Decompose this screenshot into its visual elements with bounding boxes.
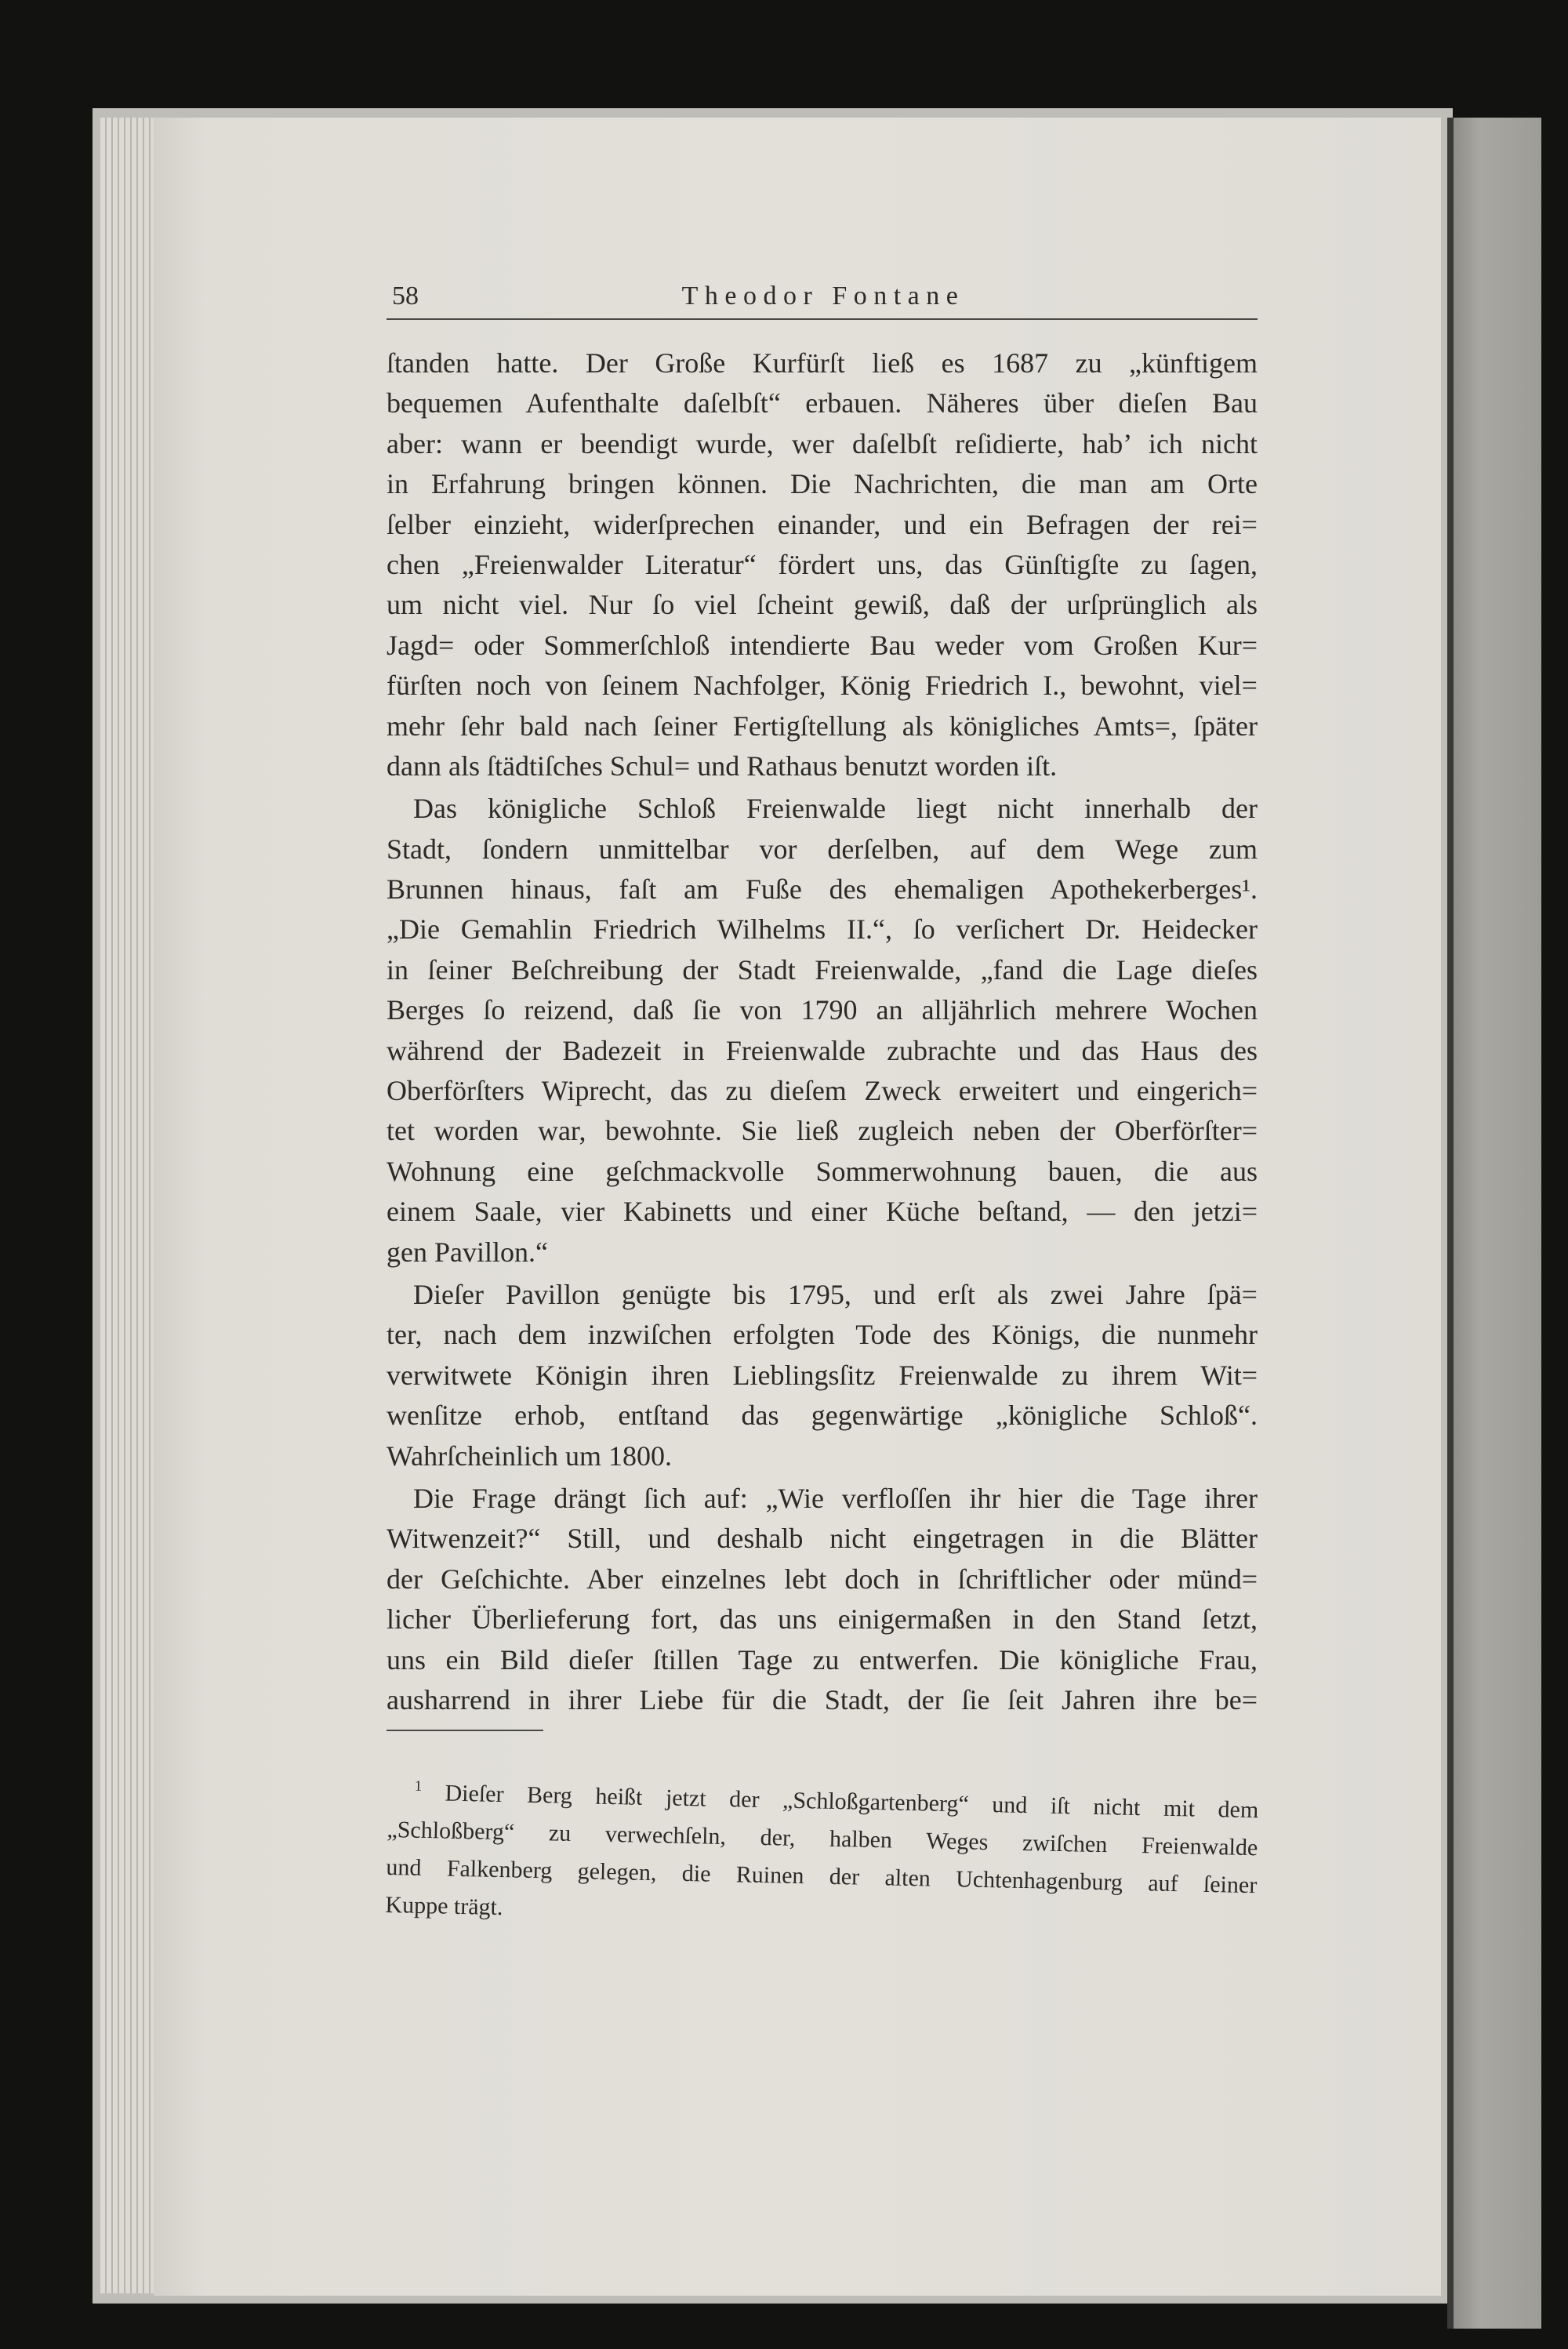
text-line: wenſitze erhob, entſtand das gegenwärtige „königliche Schloß“. [387, 1400, 1258, 1432]
text-line: Berges ſo reizend, daß ſie von 1790 an alljährlich mehrere Wochen [387, 994, 1258, 1026]
paragraph [387, 1275, 1258, 1476]
text-line: um nicht viel. Nur ſo viel ſcheint gewiß, daß der urſprünglich als [387, 589, 1258, 621]
text-line: Oberförſters Wiprecht, das zu dieſem Zweck erweitert und eingerich= [387, 1075, 1258, 1107]
text-line: Die Frage drängt ſich auf: „Wie verfloſſen ihr hier die Tage ihrer [413, 1482, 1258, 1514]
text-line: „Die Gemahlin Friedrich Wilhelms II.“, ſo verſichert Dr. Heidecker [387, 913, 1258, 946]
text-line: fürſten noch von ſeinem Nachfolger, König Friedrich I., bewohnt, viel= [387, 670, 1258, 702]
adjacent-page-edge [1447, 118, 1541, 2329]
footnote-line: Kuppe trägt. [385, 1891, 503, 1921]
text-line: ausharrend in ihrer Liebe für die Stadt, der ſie ſeit Jahren ihre be= [387, 1683, 1258, 1715]
text-line: während der Badezeit in Freienwalde zubrachte und das Haus des [387, 1034, 1258, 1066]
footnote-line: „Schloßberg“ zu verwechſeln, der, halben Weges zwiſchen Freienwalde [387, 1817, 1258, 1861]
page-number: 58 [392, 281, 419, 310]
text-line: Wohnung eine geſchmackvolle Sommerwohnung bauen, die aus [387, 1155, 1258, 1187]
paragraph [387, 1479, 1258, 1720]
footnote [385, 1774, 1259, 1942]
paragraph [387, 343, 1258, 786]
text-line: Wahrſcheinlich um 1800. [387, 1440, 673, 1472]
text-line: chen „Freienwalder Literatur“ fördert uns, das Günſtigſte zu ſagen, [387, 548, 1258, 580]
text-line: Brunnen hinaus, faſt am Fuße des ehemaligen Apothekerberges¹. [387, 873, 1258, 906]
footnote-marker: 1 [414, 1777, 423, 1795]
header-rule [387, 318, 1258, 320]
text-line: der Geſchichte. Aber einzelnes lebt doch in ſchriftlicher oder münd= [387, 1563, 1258, 1595]
footnote-line: und Falkenberg gelegen, die Ruinen der alten Uchtenhagenburg auf ſeiner [386, 1853, 1258, 1899]
text-line: Jagd= oder Sommerſchloß intendierte Bau weder vom Großen Kur= [387, 629, 1258, 661]
paragraph [387, 789, 1258, 1273]
footnote-rule [387, 1730, 543, 1731]
text-line: Dieſer Pavillon genügte bis 1795, und erſt als zwei Jahre ſpä= [413, 1278, 1258, 1310]
text-line: tet worden war, bewohnte. Sie ließ zugleich neben der Oberförſter= [387, 1115, 1258, 1147]
text-line: in ſeiner Beſchreibung der Stadt Freienwalde, „fand die Lage dieſes [387, 953, 1258, 986]
text-line: gen Pavillon.“ [387, 1236, 548, 1268]
text-line: ſtanden hatte. Der Große Kurfürſt ließ es 1687 zu „künftigem [387, 347, 1258, 379]
running-head: Theodor Fontane [681, 281, 965, 310]
text-line: uns ein Bild dieſer ſtillen Tage zu entwerfen. Die königliche Frau, [387, 1643, 1258, 1676]
text-line: dann als ſtädtiſches Schul= und Rathaus benutzt worden iſt. [387, 750, 1058, 782]
body-text [387, 343, 1258, 1720]
text-line: ter, nach dem inzwiſchen erfolgten Tode des Königs, die nunmehr [387, 1319, 1258, 1351]
page-stack-edges [100, 118, 155, 2293]
text-line: in Erfahrung bringen können. Die Nachrichten, die man am Orte [387, 468, 1258, 500]
text-line: bequemen Aufenthalte daſelbſt“ erbauen. Näheres über dieſen Bau [387, 387, 1258, 419]
footnote-line-text: Dieſer Berg heißt jetzt der „Schloßgartenberg“ und iſt nicht mit dem [445, 1780, 1259, 1824]
text-line: ſelber einzieht, widerſprechen einander, und ein Befragen der rei= [387, 508, 1258, 540]
text-line: verwitwete Königin ihren Lieblingsſitz Freienwalde zu ihrem Wit= [387, 1359, 1258, 1391]
text-line: Witwenzeit?“ Still, und deshalb nicht eingetragen in die Blätter [387, 1523, 1258, 1555]
text-line: einem Saale, vier Kabinetts und einer Küche beſtand, — den jetzi= [387, 1196, 1258, 1228]
text-line: Stadt, ſondern unmittelbar vor derſelben, auf dem Wege zum [387, 833, 1258, 865]
text-line: aber: wann er beendigt wurde, wer daſelbſt reſidierte, hab’ ich nicht [387, 427, 1258, 459]
text-line: mehr ſehr bald nach ſeiner Fertigſtellung als königliches Amts=, ſpäter [387, 710, 1258, 742]
text-line: Das königliche Schloß Freienwalde liegt nicht innerhalb der [413, 793, 1258, 825]
text-line: licher Überlieferung fort, das uns einigermaßen in den Stand ſetzt, [387, 1603, 1258, 1636]
